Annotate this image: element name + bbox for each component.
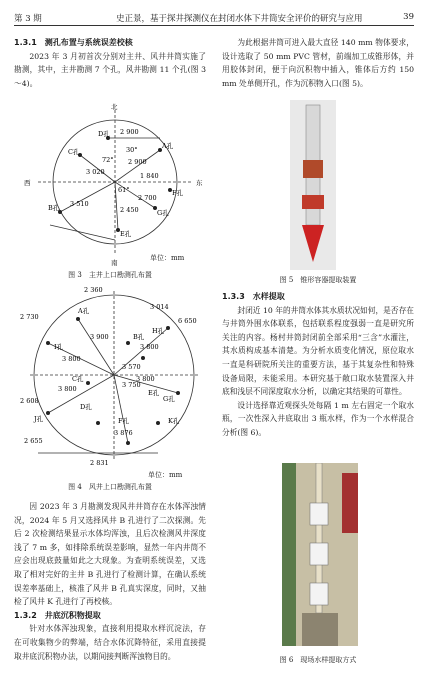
hole-label: H孔 — [152, 327, 165, 335]
shadow — [302, 613, 338, 646]
right-column-top — [222, 36, 414, 90]
header-rule — [14, 25, 414, 26]
hole-marker — [176, 391, 180, 395]
left-column-top — [14, 36, 206, 90]
figure-5-photo — [290, 100, 336, 270]
left-paragraph-1: 2023 年 3 月初首次分别对主井、风井井筒实施了勘测，其中，主井勘测 7 个孔，风井勘测 11 个孔(图 3～4)。 — [14, 51, 206, 88]
hole-marker — [46, 341, 50, 345]
hole-marker — [46, 411, 50, 415]
left-paragraph-2: 因 2023 年 3 月勘测发现风井井筒存在水体浑浊情况，2024 年 5 月又选择风井 B 孔进行了二次探测。先后 2 次检测结果显示水体均浑浊，且后次检测风井深度浅了 7 m 多，如排除系统误差影响，显然一年内井筒不应会出现底鼓量如此之大现象。为查明系统误差，又选取了相对完好的主井 B 孔进行了检测计算，在确认系统误差率基础上，核准了风井 B 孔真实深度，同时，又抽检了风井 K 孔进行了再校核。 — [14, 502, 206, 607]
hole-label: I孔 — [54, 343, 64, 351]
south-label: 南 — [111, 259, 118, 267]
hole-label: B孔 — [48, 204, 60, 212]
dim-label: 3 510 — [70, 200, 89, 208]
section-1-3-2-heading: 1.3.2 井底沉积物提取 — [14, 610, 101, 620]
section-1-3-1-heading: 1.3.1 测孔布置与系统误差校核 — [14, 38, 133, 47]
hole-marker — [156, 421, 160, 425]
figure-6-photo — [282, 463, 358, 646]
water-sampling-illustration — [282, 463, 358, 646]
angle-label: 61° — [118, 186, 130, 194]
hole-label: D孔 — [98, 130, 110, 138]
dim-label: 3 570 — [122, 363, 141, 371]
figure-4-diagram — [18, 283, 212, 473]
dim-label: 3 800 — [62, 355, 81, 363]
right-column-middle — [222, 290, 414, 440]
sample-bottle — [310, 503, 328, 525]
hole-label: A孔 — [162, 142, 174, 150]
hole-label: D孔 — [80, 403, 92, 411]
hole-marker — [126, 341, 130, 345]
issue-number: 第 3 期 — [14, 14, 42, 24]
dim-label: 2 900 — [120, 128, 139, 136]
hole-label: B孔 — [133, 333, 145, 341]
dim-label: 3 020 — [86, 168, 105, 176]
hole-marker — [141, 356, 145, 360]
dim-label: 2 900 — [128, 158, 147, 166]
sample-bottle — [310, 583, 328, 605]
dim-label: 2 831 — [90, 459, 109, 467]
dim-label: 3 800 — [136, 375, 155, 383]
red-object — [342, 473, 358, 533]
dim-label: 1 840 — [140, 172, 159, 180]
dim-label: 3 800 — [58, 385, 77, 393]
hole-label: J孔 — [34, 415, 44, 423]
running-title: 史正景，基于探井探测仪在封闭水体下井筒安全评价的研究与应用 — [116, 14, 363, 24]
right-paragraph-2: 封闭近 10 年的井筒水体其水质状况如何，是否存在与井筒外围水体联系，包括联系程度强弱一直是研究所关注的内容。杨村井筒封闭前全部采用“三含”水灌注，其水质构成基本清楚。为分析水质变化情况，原位取水一直是科研院所关注的重要方法，基于其复杂性和特殊设备局限，未能采用。本研究基于敞口取水装置深入井底和浅层不同深度取水分析，以确定其结果的可靠性。 — [222, 305, 414, 397]
dim-label: 2 360 — [84, 286, 103, 294]
hole-marker — [96, 421, 100, 425]
left-paragraph-3: 针对水体浑浊现象，直接利用提取水样沉淀法，存在可收集物少的弊端，结合水体沉降特征，采用直接提取井底沉积物办法，以期间接判断浑浊物目的。 — [14, 624, 206, 661]
hole-label: K孔 — [168, 417, 180, 425]
dim-label: 2 700 — [138, 194, 157, 202]
dim-label: 2 608 — [20, 397, 39, 405]
hole-label: E孔 — [148, 389, 160, 397]
dim-label: 3 014 — [150, 303, 169, 311]
hole-marker — [166, 326, 170, 330]
hole-label: E孔 — [120, 230, 132, 238]
tape-band — [303, 160, 323, 178]
hole-label: F孔 — [172, 189, 184, 197]
hole-marker — [76, 317, 80, 321]
section-1-3-3-heading: 1.3.3 水样提取 — [222, 292, 285, 301]
dim-label: 3 900 — [90, 333, 109, 341]
hole-label: G孔 — [163, 395, 175, 403]
dim-line — [50, 225, 115, 240]
figure-4-caption: 图 4 风井上口勘测孔布置 — [68, 483, 152, 491]
dim-label: 3 800 — [140, 343, 159, 351]
running-header — [14, 10, 414, 26]
angle-label: 30° — [126, 146, 138, 154]
vegetation — [282, 463, 296, 646]
dim-label: 3 876 — [114, 429, 133, 437]
dim-label: 2 450 — [120, 206, 139, 214]
west-label: 西 — [24, 179, 31, 187]
dim-label: 2 655 — [24, 437, 43, 445]
figure-6-caption: 图 6 现场水样提取方式 — [279, 656, 357, 664]
hole-label: F孔 — [118, 417, 130, 425]
figure-3-diagram — [20, 100, 210, 270]
hole-label: A孔 — [78, 307, 90, 315]
figure-3-caption: 图 3 主井上口勘测孔布置 — [68, 271, 152, 279]
figure-3-unit: 单位：mm — [150, 254, 185, 262]
tape-band — [302, 195, 324, 209]
east-label: 东 — [196, 179, 203, 187]
cone-tip — [302, 225, 324, 262]
north-label: 北 — [111, 103, 118, 111]
right-paragraph-1: 为此根据井筒可进入最大直径 140 mm 物体要求，设计选取了 50 mm PVC 管材，前端加工成锥形体，并用胶体封闭，便于向沉积物中插入，锥体后方约 150 mm 处单侧开孔，作为沉积物入口(图 5)。 — [222, 38, 414, 88]
hole-label: C孔 — [68, 148, 80, 156]
sample-bottle — [310, 543, 328, 565]
hole-label: G孔 — [157, 209, 169, 217]
angle-label: 72° — [102, 156, 114, 164]
hole-label: C孔 — [72, 375, 84, 383]
figure-4-unit: 单位：mm — [148, 471, 183, 479]
figure-5-caption: 图 5 锥形容器提取装置 — [279, 276, 357, 284]
cone-container-illustration — [290, 100, 336, 270]
hole-marker — [126, 441, 130, 445]
dim-label: 2 730 — [20, 313, 39, 321]
dim-label: 3 750 — [122, 381, 141, 389]
dim-label: 6 650 — [178, 317, 197, 325]
right-paragraph-3: 设计选择靠近观探头处每隔 1 m 左右固定一个取水瓶，一次性深入井底取出 3 瓶水样，作为一个水样混合分析(图 6)。 — [222, 400, 414, 437]
hole-marker — [86, 381, 90, 385]
left-column-bottom — [14, 500, 206, 663]
page-number: 39 — [403, 12, 414, 22]
